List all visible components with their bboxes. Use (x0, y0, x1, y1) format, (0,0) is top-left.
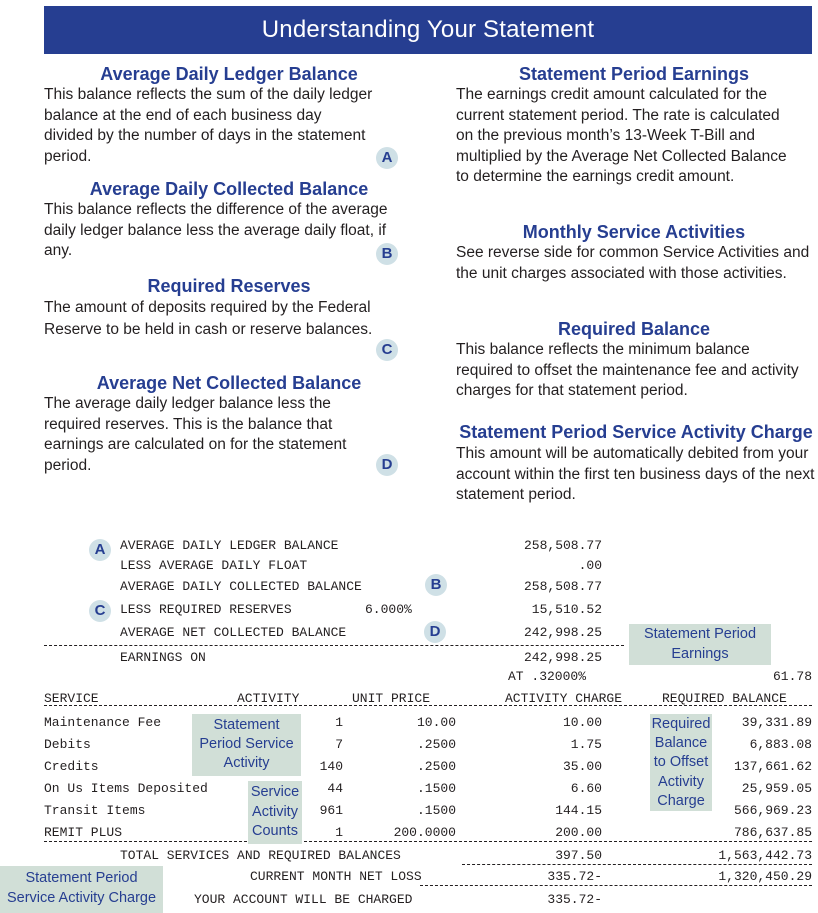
header-unit-price: UNIT PRICE (352, 691, 431, 706)
collected-balance-label: AVERAGE DAILY COLLECTED BALANCE (120, 579, 362, 594)
required-reserves-rate: 6.000% (365, 602, 412, 617)
section-text: See reverse side for common Service Activities and the unit charges associated with those activities. (456, 244, 810, 282)
callout-activity-counts: Service Activity Counts (248, 781, 302, 844)
unit-price: 10.00 (416, 715, 456, 730)
section-title: Statement Period Earnings (518, 64, 750, 84)
charged-value: 335.72- (547, 892, 602, 907)
activity-count: 140 (319, 759, 343, 774)
unit-price: .2500 (416, 759, 456, 774)
activity-charge: 144.15 (555, 803, 602, 818)
activity-charge: 6.60 (570, 781, 602, 796)
activity-count: 1 (335, 715, 343, 730)
marker-d-badge: D (376, 454, 398, 476)
header-rule (44, 705, 812, 706)
statement-sample (0, 536, 818, 913)
marker-b-badge: B (425, 574, 447, 596)
service-name: Maintenance Fee (44, 715, 162, 730)
unit-price: .2500 (416, 737, 456, 752)
net-loss-label: CURRENT MONTH NET LOSS (250, 869, 422, 884)
marker-d-badge: D (424, 621, 446, 643)
rows-rule (44, 841, 812, 842)
ledger-balance-value: 258,508.77 (523, 538, 602, 553)
marker-c-badge: C (89, 600, 111, 622)
service-name: Credits (44, 759, 99, 774)
section-period-earnings (456, 64, 812, 188)
section-title: Statement Period Service Activity Charge (459, 422, 813, 442)
activity-count: 7 (335, 737, 343, 752)
earnings-label: EARNINGS ON (120, 650, 206, 665)
section-text: This balance reflects the sum of the daily ledger balance at the end of each business day divided by the number of days in the statement period. (44, 86, 373, 165)
section-title: Average Net Collected Balance (96, 373, 362, 393)
charged-label: YOUR ACCOUNT WILL BE CHARGED (194, 892, 413, 907)
section-required-reserves (44, 276, 414, 341)
marker-a-badge: A (376, 147, 398, 169)
callout-required-balance: Required Balance to Offset Activity Charge (650, 714, 712, 811)
required-reserves-label: LESS REQUIRED RESERVES (120, 602, 292, 617)
activity-count: 44 (327, 781, 343, 796)
net-loss-rule (420, 885, 812, 886)
required-balance: 786,637.85 (733, 825, 812, 840)
section-avg-net-collected (44, 373, 414, 476)
section-text: This balance reflects the minimum balance required to offset the maintenance fee and activity charges for that statement period. (456, 341, 799, 399)
total-label: TOTAL SERVICES AND REQUIRED BALANCES (120, 848, 401, 863)
page-title: Understanding Your Statement (44, 6, 812, 54)
activity-charge: 1.75 (570, 737, 602, 752)
section-avg-daily-collected (44, 179, 414, 262)
activity-count: 961 (319, 803, 343, 818)
service-name: On Us Items Deposited (44, 781, 208, 796)
ledger-balance-label: AVERAGE DAILY LEDGER BALANCE (120, 538, 339, 553)
marker-a-badge: A (89, 539, 111, 561)
section-monthly-service (456, 222, 812, 284)
earnings-basis-value: 242,998.25 (523, 650, 602, 665)
totals-rule (462, 864, 812, 865)
unit-price: 200.0000 (393, 825, 456, 840)
activity-charge: 10.00 (562, 715, 602, 730)
callout-service-activity: Statement Period Service Activity (192, 714, 301, 776)
required-balance: 39,331.89 (741, 715, 812, 730)
collected-balance-value: 258,508.77 (523, 579, 602, 594)
section-text: This balance reflects the difference of the average daily ledger balance less the average daily float, if any. (44, 201, 388, 259)
total-charge: 397.50 (555, 848, 602, 863)
section-title: Required Balance (557, 319, 711, 339)
section-avg-daily-ledger (44, 64, 414, 167)
earnings-rate: AT .32000% (508, 669, 587, 684)
net-loss-required: 1,320,450.29 (718, 869, 812, 884)
divider (44, 645, 624, 646)
header-activity: ACTIVITY (237, 691, 300, 706)
total-required: 1,563,442.73 (718, 848, 812, 863)
activity-count: 1 (335, 825, 343, 840)
header-required-balance: REQUIRED BALANCE (662, 691, 787, 706)
section-title: Monthly Service Activities (522, 222, 746, 242)
activity-charge: 35.00 (562, 759, 602, 774)
required-reserves-value: 15,510.52 (531, 602, 602, 617)
marker-b-badge: B (376, 243, 398, 265)
required-balance: 25,959.05 (741, 781, 812, 796)
service-name: REMIT PLUS (44, 825, 123, 840)
header-service: SERVICE (44, 691, 99, 706)
float-value: .00 (578, 558, 602, 573)
section-service-activity-charge (456, 421, 816, 506)
service-name: Transit Items (44, 803, 146, 818)
required-balance: 137,661.62 (733, 759, 812, 774)
section-text: The earnings credit amount calculated for the current statement period. The rate is calculated on the previous month’s 13-Week T-Bill and multiplied by the Average Net Collected Balance to determine the earnings credit amount. (456, 86, 787, 185)
marker-c-badge: C (376, 339, 398, 361)
net-collected-label: AVERAGE NET COLLECTED BALANCE (120, 625, 347, 640)
section-title: Required Reserves (147, 276, 311, 296)
earnings-amount: 61.78 (772, 669, 812, 684)
section-text: The average daily ledger balance less the required reserves. This is the balance that earnings are calculated on for the statement period. (44, 395, 347, 474)
callout-service-activity-charge: Statement Period Service Activity Charge (0, 866, 163, 913)
section-text: This amount will be automatically debited from your account within the first ten business days of the next statement period. (456, 445, 815, 503)
required-balance: 6,883.08 (749, 737, 812, 752)
section-title: Average Daily Ledger Balance (100, 64, 358, 84)
section-required-balance (456, 319, 812, 402)
required-balance: 566,969.23 (733, 803, 812, 818)
callout-period-earnings: Statement Period Earnings (629, 624, 771, 665)
activity-charge: 200.00 (555, 825, 602, 840)
unit-price: .1500 (416, 803, 456, 818)
service-name: Debits (44, 737, 91, 752)
net-loss-value: 335.72- (547, 869, 602, 884)
section-title: Average Daily Collected Balance (89, 179, 369, 199)
unit-price: .1500 (416, 781, 456, 796)
float-label: LESS AVERAGE DAILY FLOAT (120, 558, 308, 573)
net-collected-value: 242,998.25 (523, 625, 602, 640)
section-text: The amount of deposits required by the Federal Reserve to be held in cash or reserve balances. (44, 299, 373, 338)
header-activity-charge: ACTIVITY CHARGE (505, 691, 623, 706)
